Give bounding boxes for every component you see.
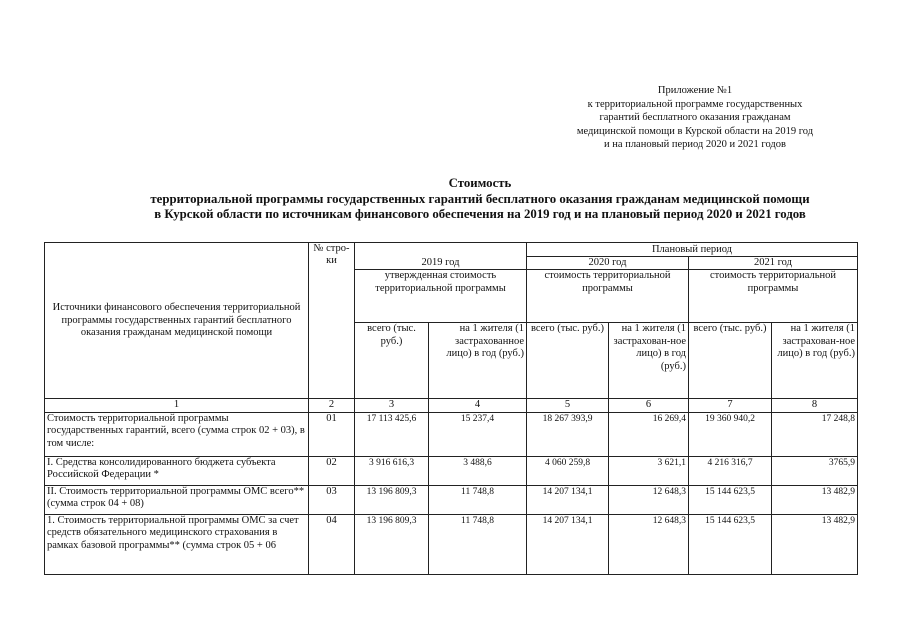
header-total-2019: всего (тыс. руб.) xyxy=(355,323,429,399)
cell-value: 12 648,3 xyxy=(609,514,689,574)
column-number: 7 xyxy=(689,399,772,412)
header-per-capita-2021: на 1 жителя (1 застрахован-ное лицо) в год (руб.) xyxy=(772,323,858,399)
column-number: 3 xyxy=(355,399,429,412)
table-row xyxy=(45,514,858,574)
cell-value: 15 144 623,5 xyxy=(689,514,772,574)
cell-value: 14 207 134,1 xyxy=(527,514,609,574)
column-number: 2 xyxy=(309,399,355,412)
row-number: 04 xyxy=(309,514,355,574)
cell-value: 3 621,1 xyxy=(609,456,689,485)
header-planned-period: Плановый период xyxy=(527,243,858,257)
header-total-2021: всего (тыс. руб.) xyxy=(689,323,772,399)
cell-value: 18 267 393,9 xyxy=(527,412,609,456)
header-row-no: № стро-ки xyxy=(309,243,355,399)
cell-value: 13 482,9 xyxy=(772,485,858,514)
column-number: 1 xyxy=(45,399,309,412)
header-cost-2020: стоимость территориальной программы xyxy=(527,270,689,323)
header-total-2020: всего (тыс. руб.) xyxy=(527,323,609,399)
row-name: I. Средства консолидированного бюджета субъекта Российской Федерации * xyxy=(45,456,309,485)
title-line: в Курской области по источникам финансового обеспечения на 2019 год и на плановый период 2020 и 2021 годов xyxy=(154,207,806,222)
row-number: 03 xyxy=(309,485,355,514)
cell-value: 13 196 809,3 xyxy=(355,514,429,574)
table-row xyxy=(45,412,858,456)
title-line: Стоимость xyxy=(448,176,512,190)
header-cost-2021: стоимость территориальной программы xyxy=(689,270,858,323)
cell-value: 16 269,4 xyxy=(609,412,689,456)
row-number: 02 xyxy=(309,456,355,485)
title-line: территориальной программы государственных гарантий бесплатного оказания гражданам медицинской помощи xyxy=(150,191,810,206)
appendix-line: и на плановый период 2020 и 2021 годов xyxy=(604,139,786,151)
column-number: 6 xyxy=(609,399,689,412)
cell-value: 4 216 316,7 xyxy=(689,456,772,485)
appendix-line: Приложение №1 xyxy=(657,85,733,96)
cell-value: 4 060 259,8 xyxy=(527,456,609,485)
row-number: 01 xyxy=(309,412,355,456)
column-number: 8 xyxy=(772,399,858,412)
table-row xyxy=(45,456,858,485)
cell-value: 17 248,8 xyxy=(772,412,858,456)
cell-value: 14 207 134,1 xyxy=(527,485,609,514)
header-year-2021: 2021 год xyxy=(689,257,858,270)
cell-value: 12 648,3 xyxy=(609,485,689,514)
appendix-note xyxy=(540,84,850,152)
cost-table xyxy=(44,242,858,575)
appendix-line: к территориальной программе государственных xyxy=(587,98,803,110)
document-title xyxy=(40,176,905,223)
cell-value: 13 196 809,3 xyxy=(355,485,429,514)
header-approved-cost: утвержденная стоимость территориальной программы xyxy=(355,270,527,323)
cell-value: 17 113 425,6 xyxy=(355,412,429,456)
header-source: Источники финансового обеспечения территориальной программы государственных гарантий бесплатного оказания гражданам медицинской помощи xyxy=(45,243,309,399)
row-name: 1. Стоимость территориальной программы ОМС за счет средств обязательного медицинского страхования в рамках базовой программы** (сумма строк 05 + 06 xyxy=(45,514,309,574)
row-name: Стоимость территориальной программы государственных гарантий, всего (сумма строк 02 + 03), в том числе: xyxy=(45,412,309,456)
cell-value: 15 237,4 xyxy=(429,412,527,456)
cell-value: 13 482,9 xyxy=(772,514,858,574)
header-per-capita-2019: на 1 жителя (1 застрахованное лицо) в год (руб.) xyxy=(429,323,527,399)
appendix-line: медицинской помощи в Курской области на 2019 год xyxy=(576,125,814,137)
header-year-2020: 2020 год xyxy=(527,257,689,270)
cell-value: 3 916 616,3 xyxy=(355,456,429,485)
header-per-capita-2020: на 1 жителя (1 застрахован-ное лицо) в год (руб.) xyxy=(609,323,689,399)
appendix-line: гарантий бесплатного оказания гражданам xyxy=(599,112,791,124)
table-row xyxy=(45,485,858,514)
header-year-2019: 2019 год xyxy=(355,243,527,270)
cell-value: 3 488,6 xyxy=(429,456,527,485)
cell-value: 11 748,8 xyxy=(429,514,527,574)
column-number: 4 xyxy=(429,399,527,412)
cell-value: 3765,9 xyxy=(772,456,858,485)
cell-value: 19 360 940,2 xyxy=(689,412,772,456)
cell-value: 11 748,8 xyxy=(429,485,527,514)
column-number: 5 xyxy=(527,399,609,412)
column-numbers-row xyxy=(45,399,858,412)
row-name: II. Стоимость территориальной программы ОМС всего** (сумма строк 04 + 08) xyxy=(45,485,309,514)
cell-value: 15 144 623,5 xyxy=(689,485,772,514)
